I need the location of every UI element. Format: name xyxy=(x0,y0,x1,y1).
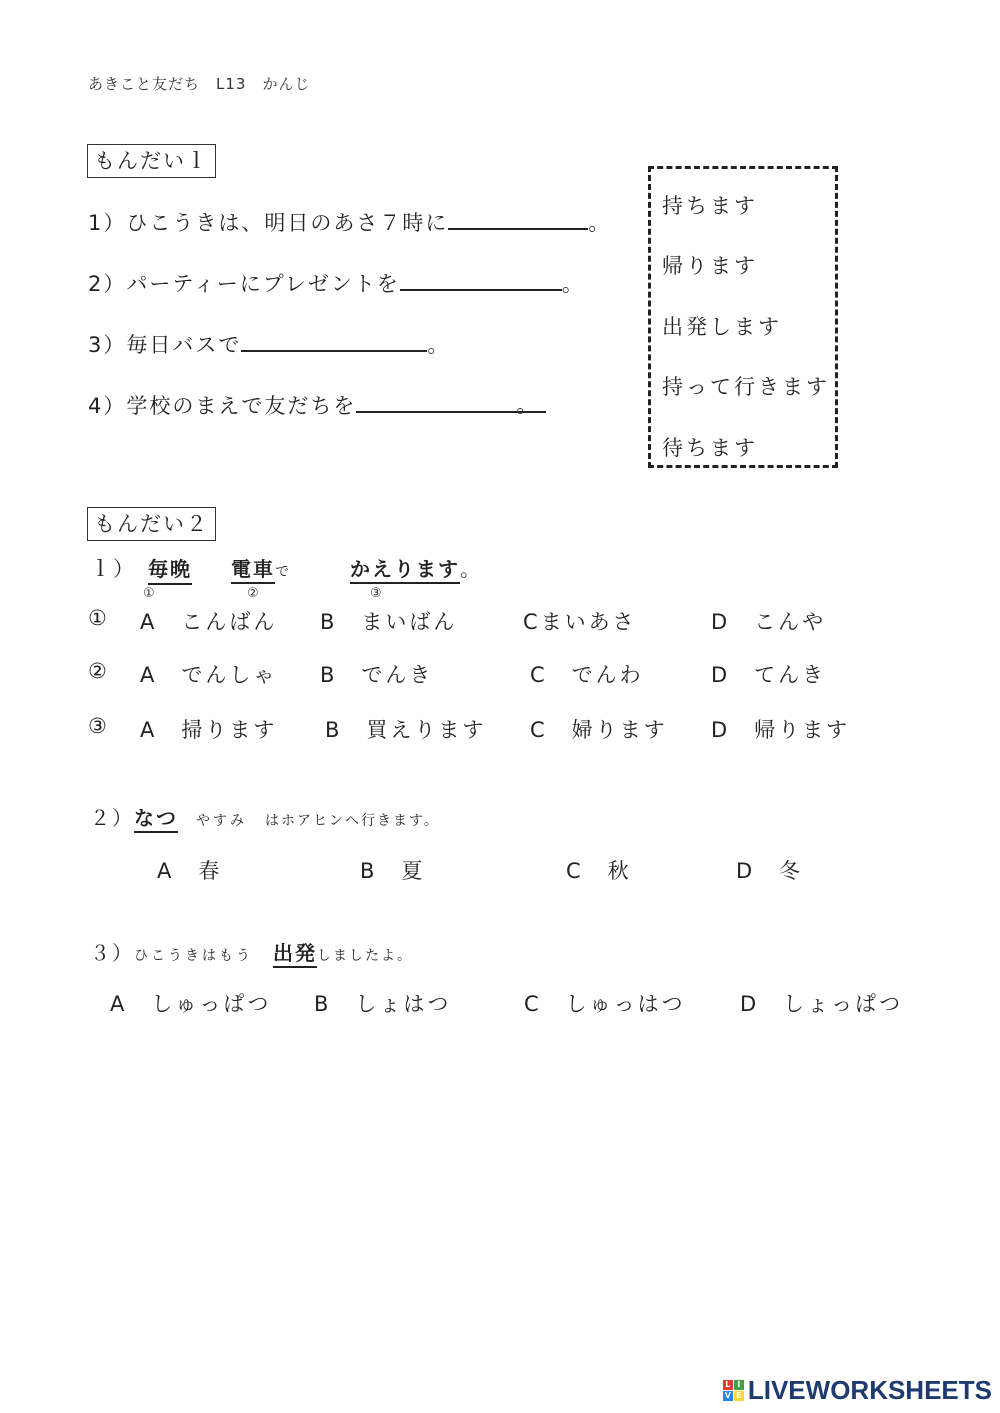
answer-blank-3[interactable] xyxy=(241,328,427,352)
liveworksheets-logo[interactable] xyxy=(723,1375,992,1405)
question-number: 4） xyxy=(88,394,127,418)
option-choice[interactable]: D こんや xyxy=(711,610,827,634)
word-bank-item: 持ちます xyxy=(662,194,758,218)
s2-q2-rest1: やすみ xyxy=(196,813,247,829)
s2-q1-phrase3 xyxy=(350,553,482,582)
question-text: パーティーにプレゼントを xyxy=(126,272,400,296)
s2-q1-number: ｌ） xyxy=(90,557,136,581)
option-choice[interactable]: B しょはつ xyxy=(314,992,452,1016)
s2-q1-word2: 電車 xyxy=(231,557,275,584)
option-choice[interactable]: C しゅっはつ xyxy=(524,992,686,1016)
s2-q2-rest2: はホアヒンへ行きます。 xyxy=(265,813,440,829)
logo-mark-icon: L I V E xyxy=(723,1380,744,1401)
option-choice[interactable]: A しゅっぱつ xyxy=(110,992,272,1016)
option-choice[interactable]: D 冬 xyxy=(736,859,804,883)
s2-q3-number: ３） xyxy=(90,941,134,965)
option-choice[interactable]: B 買えります xyxy=(325,718,487,742)
question-number: 2） xyxy=(88,272,127,296)
s2-q1-row-label: ① xyxy=(88,606,110,630)
answer-blank-4[interactable] xyxy=(356,389,546,417)
s2-q1-particle: で xyxy=(275,564,291,580)
s2-q1-row-label: ② xyxy=(88,659,110,683)
s1-question-1 xyxy=(88,206,611,237)
s1-question-4 xyxy=(88,389,546,420)
option-choice[interactable]: B 夏 xyxy=(360,859,426,883)
question-number: 3） xyxy=(88,333,127,357)
s2-q1-word1: 毎晩 xyxy=(148,553,192,585)
s2-q3-sentence xyxy=(90,937,413,966)
question-end: 。 xyxy=(427,333,451,357)
s2-q1-marker: ① xyxy=(143,586,155,601)
s2-q3-after: しましたよ。 xyxy=(317,948,413,964)
option-choice[interactable]: Cまいあさ xyxy=(523,610,637,634)
s2-q1-phrase2 xyxy=(231,553,291,582)
s2-q3-target: 出発 xyxy=(273,941,317,968)
option-choice[interactable]: A 春 xyxy=(157,859,223,883)
s1-question-2 xyxy=(88,267,585,298)
s2-q1-end: 。 xyxy=(460,557,482,581)
s2-q2-target: なつ xyxy=(134,806,178,833)
word-bank-item: 帰ります xyxy=(662,254,758,278)
option-choice[interactable]: D 帰ります xyxy=(711,718,851,742)
option-choice[interactable]: A こんばん xyxy=(140,610,278,634)
worksheet-title: あきこと友だち L13 かんじ xyxy=(88,75,311,93)
s2-q1-word3: かえります xyxy=(350,557,460,584)
question-text: ひこうきは、明日のあさ７時に xyxy=(126,211,449,235)
option-choice[interactable]: D しょっぱつ xyxy=(740,992,904,1016)
option-choice[interactable]: C 婦ります xyxy=(530,718,668,742)
option-choice[interactable]: C 秋 xyxy=(566,859,632,883)
question-number: 1） xyxy=(88,211,127,235)
option-choice[interactable]: A 掃ります xyxy=(140,718,278,742)
word-bank-item: 持って行きます xyxy=(662,375,830,399)
question-text: 学校のまえで友だちを xyxy=(126,394,357,418)
s2-q1-marker: ③ xyxy=(370,586,382,601)
word-bank-item: 待ちます xyxy=(662,436,758,460)
question-end: 。 xyxy=(561,272,585,296)
section2-title: もんだい２ xyxy=(87,507,216,541)
question-end: 。 xyxy=(516,393,540,417)
option-choice[interactable]: C でんわ xyxy=(530,663,644,687)
s2-q3-before: ひこうきはもう xyxy=(134,948,253,964)
section1-title: もんだいｌ xyxy=(87,144,216,178)
option-choice[interactable]: B まいばん xyxy=(320,610,458,634)
question-text: 毎日バスで xyxy=(126,333,242,357)
option-choice[interactable]: D てんき xyxy=(711,663,827,687)
option-choice[interactable]: A でんしゃ xyxy=(140,663,278,687)
word-bank-item: 出発します xyxy=(662,315,782,339)
answer-blank-1[interactable] xyxy=(448,206,588,230)
s2-q2-sentence xyxy=(90,802,440,831)
s2-q1-marker: ② xyxy=(247,586,259,601)
logo-text: LIVEWORKSHEETS xyxy=(747,1374,992,1405)
s2-q2-number: ２） xyxy=(90,806,134,830)
s2-q1-row-label: ③ xyxy=(88,714,110,738)
question-end: 。 xyxy=(588,211,612,235)
option-choice[interactable]: B でんき xyxy=(320,663,434,687)
answer-blank-2[interactable] xyxy=(400,267,562,291)
s1-question-3 xyxy=(88,328,450,359)
